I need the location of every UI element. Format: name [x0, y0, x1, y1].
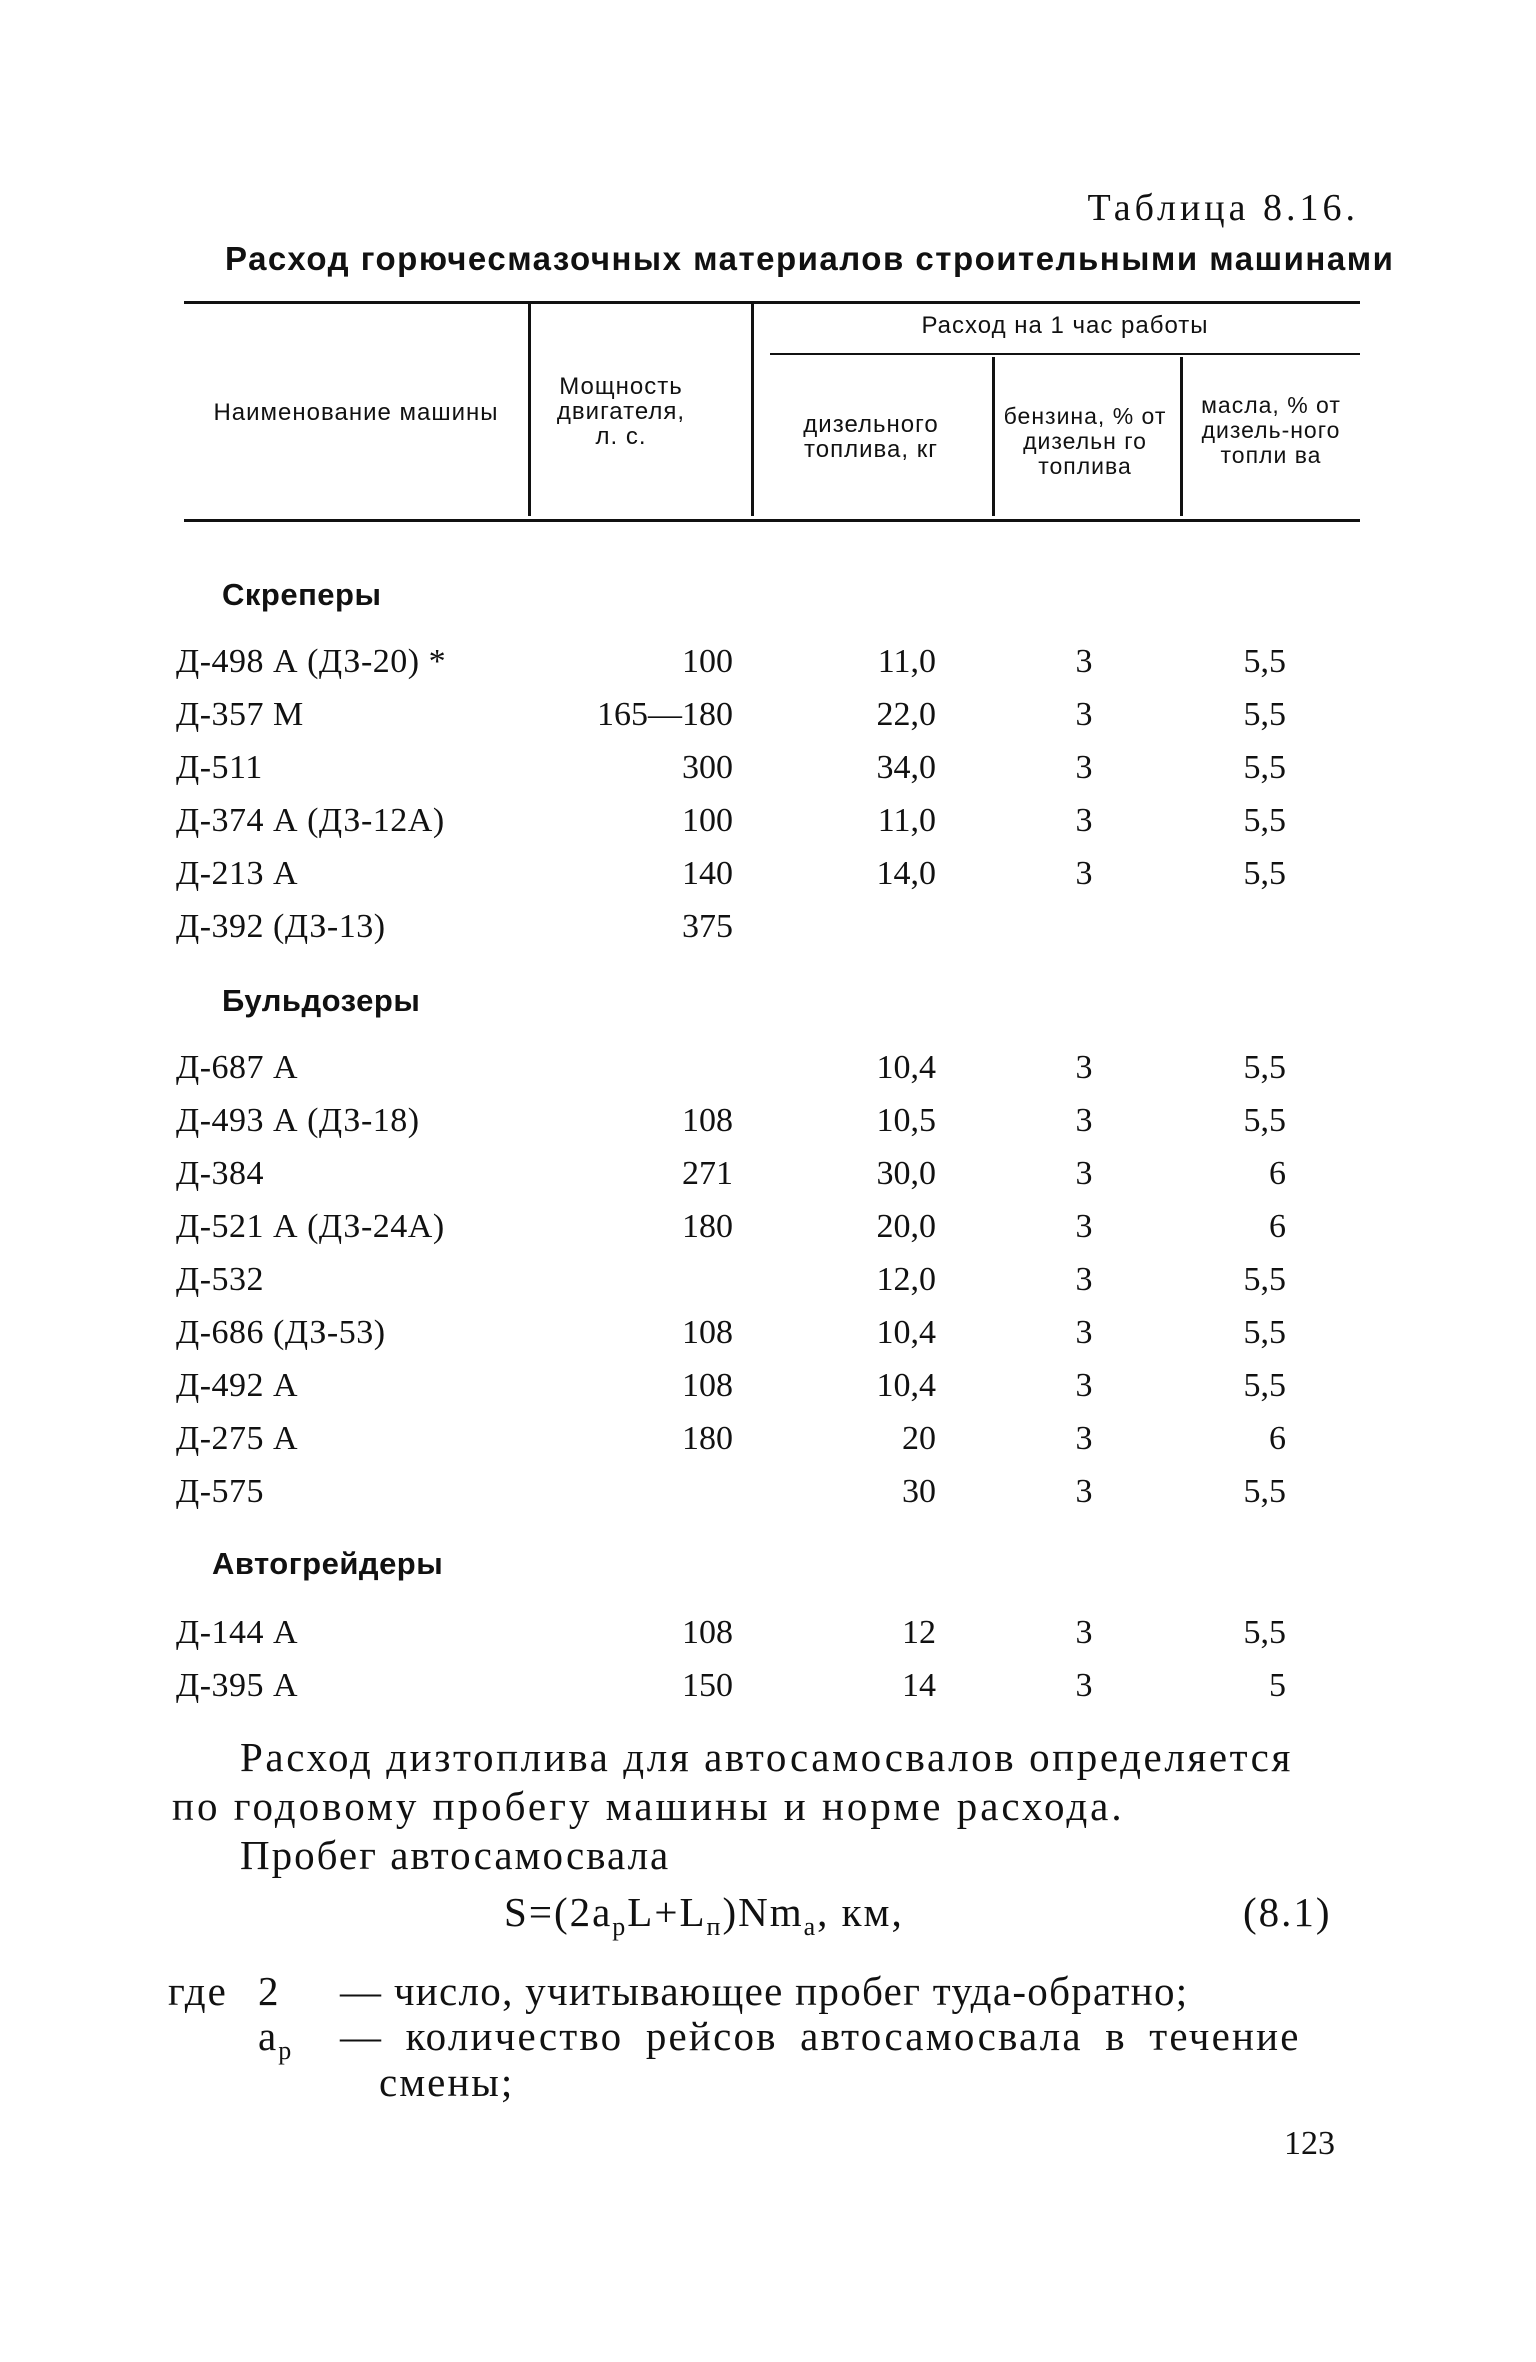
table-row: [0, 1261, 1536, 1313]
cell-machine-name: Д-686 (ДЗ-53): [176, 1314, 386, 1351]
cell-machine-name: Д-493 А (ДЗ-18): [176, 1102, 420, 1139]
formula-part: L+L: [627, 1889, 707, 1935]
definition-text: — количество рейсов автосамосвала в течение: [340, 2013, 1301, 2059]
formula-part: =: [528, 1889, 554, 1935]
cell-diesel: 10,4: [876, 1314, 936, 1351]
cell-power: 108: [682, 1614, 733, 1651]
cell-power: 300: [682, 749, 733, 786]
cell-power: 100: [682, 802, 733, 839]
table-row: [0, 1367, 1536, 1419]
cell-oil: 5,5: [1243, 1049, 1286, 1086]
formula-number: (8.1): [1243, 1889, 1332, 1935]
formula-part: )Nm: [722, 1889, 804, 1935]
cell-diesel: 14,0: [876, 855, 936, 892]
cell-diesel: 30,0: [876, 1155, 936, 1192]
page-number: 123: [1284, 2125, 1335, 2162]
cell-machine-name: Д-213 А: [176, 855, 299, 892]
cell-oil: 5,5: [1243, 855, 1286, 892]
table-row: [0, 1614, 1536, 1666]
cell-diesel: 22,0: [876, 696, 936, 733]
cell-machine-name: Д-521 А (ДЗ-24А): [176, 1208, 445, 1245]
cell-oil: 6: [1269, 1155, 1286, 1192]
table-row: [0, 1314, 1536, 1366]
section-title: Автогрейдеры: [212, 1546, 444, 1581]
paragraph-line: Расход дизтоплива для автосамосвалов определяется: [240, 1734, 1293, 1780]
cell-diesel: 14: [902, 1667, 936, 1704]
cell-power: 180: [682, 1420, 733, 1457]
formula-part: (2a: [553, 1889, 613, 1935]
cell-petrol: 3: [1075, 1420, 1093, 1457]
formula: [504, 1888, 904, 1942]
header-subgroup-rule: [770, 353, 1360, 355]
table-row: [0, 1667, 1536, 1719]
cell-diesel: 34,0: [876, 749, 936, 786]
cell-machine-name: Д-392 (ДЗ-13): [176, 908, 386, 945]
section-title: Скреперы: [222, 577, 382, 612]
cell-machine-name: Д-357 М: [176, 696, 304, 733]
cell-machine-name: Д-395 А: [176, 1667, 299, 1704]
cell-petrol: 3: [1075, 1614, 1093, 1651]
cell-diesel: 20,0: [876, 1208, 936, 1245]
table-top-rule: [184, 301, 1360, 304]
cell-oil: 5,5: [1243, 1614, 1286, 1651]
cell-machine-name: Д-275 А: [176, 1420, 299, 1457]
table-row: [0, 1473, 1536, 1525]
cell-machine-name: Д-492 А: [176, 1367, 299, 1404]
cell-petrol: 3: [1075, 1667, 1093, 1704]
table-row: [0, 1049, 1536, 1101]
cell-machine-name: Д-384: [176, 1155, 265, 1192]
formula-part: S: [504, 1889, 529, 1935]
cell-machine-name: Д-511: [176, 749, 263, 786]
table-number: Таблица 8.16.: [1087, 187, 1359, 229]
cell-petrol: 3: [1075, 1261, 1093, 1298]
cell-machine-name: Д-687 А: [176, 1049, 299, 1086]
definition-symbol: [258, 2012, 293, 2066]
cell-diesel: 10,5: [876, 1102, 936, 1139]
header-vline-2: [751, 304, 754, 516]
header-vline-1: [528, 304, 531, 516]
header-consumption-group: Расход на 1 час работы: [921, 312, 1209, 339]
cell-petrol: 3: [1075, 1049, 1093, 1086]
cell-power: 108: [682, 1314, 733, 1351]
cell-petrol: 3: [1075, 1155, 1093, 1192]
cell-diesel: 10,4: [876, 1367, 936, 1404]
header-oil: масла, % от дизель-ного топли ва: [1201, 392, 1341, 468]
cell-diesel: 12,0: [876, 1261, 936, 1298]
table-row: [0, 908, 1536, 960]
cell-petrol: 3: [1075, 1473, 1093, 1510]
table-row: [0, 1155, 1536, 1207]
cell-power: 271: [682, 1155, 733, 1192]
cell-power: 140: [682, 855, 733, 892]
table-row: [0, 643, 1536, 695]
paragraph-line: по годовому пробегу машины и норме расхода.: [172, 1783, 1125, 1829]
table-row: [0, 696, 1536, 748]
cell-machine-name: Д-498 А (ДЗ-20) *: [176, 643, 447, 680]
definition-text: — число, учитывающее пробег туда-обратно;: [340, 1968, 1189, 2014]
cell-machine-name: Д-575: [176, 1473, 265, 1510]
cell-machine-name: Д-374 А (ДЗ-12А): [176, 802, 445, 839]
cell-oil: 5,5: [1243, 749, 1286, 786]
table-row: [0, 802, 1536, 854]
table-row: [0, 1420, 1536, 1472]
cell-power: 150: [682, 1667, 733, 1704]
cell-petrol: 3: [1075, 1102, 1093, 1139]
symbol-subscript: p: [278, 2036, 294, 2066]
formula-subscript: п: [706, 1912, 723, 1942]
table-row: [0, 1102, 1536, 1154]
cell-oil: 5,5: [1243, 1314, 1286, 1351]
cell-oil: 5,5: [1243, 802, 1286, 839]
where-word: где: [168, 1968, 228, 2014]
cell-oil: 6: [1269, 1208, 1286, 1245]
cell-petrol: 3: [1075, 749, 1093, 786]
cell-oil: 5,5: [1243, 1473, 1286, 1510]
header-diesel: дизельного топлива, кг: [803, 411, 939, 463]
cell-petrol: 3: [1075, 855, 1093, 892]
formula-subscript: p: [612, 1912, 628, 1942]
cell-power: 180: [682, 1208, 733, 1245]
header-vline-3: [992, 357, 995, 516]
cell-petrol: 3: [1075, 1208, 1093, 1245]
cell-petrol: 3: [1075, 802, 1093, 839]
header-machine-name: Наименование машины: [213, 399, 499, 426]
formula-part: , км,: [817, 1889, 904, 1935]
definition-symbol: 2: [258, 1968, 281, 2014]
cell-petrol: 3: [1075, 1314, 1093, 1351]
table-caption: Расход горючесмазочных материалов строительными машинами: [225, 240, 1395, 277]
cell-diesel: 10,4: [876, 1049, 936, 1086]
table-row: [0, 855, 1536, 907]
cell-petrol: 3: [1075, 696, 1093, 733]
cell-machine-name: Д-144 А: [176, 1614, 299, 1651]
cell-diesel: 30: [902, 1473, 936, 1510]
paragraph-line: Пробег автосамосвала: [240, 1832, 671, 1878]
cell-oil: 5: [1269, 1667, 1286, 1704]
cell-petrol: 3: [1075, 1367, 1093, 1404]
cell-oil: 5,5: [1243, 1102, 1286, 1139]
section-title: Бульдозеры: [222, 983, 421, 1018]
header-vline-4: [1180, 357, 1183, 516]
table-row: [0, 749, 1536, 801]
cell-power: 108: [682, 1367, 733, 1404]
cell-oil: 5,5: [1243, 1261, 1286, 1298]
cell-oil: 5,5: [1243, 1367, 1286, 1404]
header-bottom-rule: [184, 519, 1360, 522]
cell-power: 108: [682, 1102, 733, 1139]
cell-power: 375: [682, 908, 733, 945]
cell-diesel: 12: [902, 1614, 936, 1651]
symbol-base: a: [258, 2013, 279, 2059]
cell-diesel: 20: [902, 1420, 936, 1457]
header-engine-power: Мощность двигателя, л. с.: [556, 373, 686, 450]
cell-power: 165—180: [597, 696, 733, 733]
cell-oil: 6: [1269, 1420, 1286, 1457]
cell-oil: 5,5: [1243, 643, 1286, 680]
cell-diesel: 11,0: [877, 802, 936, 839]
cell-petrol: 3: [1075, 643, 1093, 680]
definition-text: смены;: [379, 2059, 515, 2105]
cell-oil: 5,5: [1243, 696, 1286, 733]
header-petrol: бензина, % от дизельн го топлива: [1003, 403, 1167, 479]
formula-subscript: a: [803, 1912, 818, 1942]
cell-diesel: 11,0: [877, 643, 936, 680]
table-row: [0, 1208, 1536, 1260]
cell-machine-name: Д-532: [176, 1261, 265, 1298]
cell-power: 100: [682, 643, 733, 680]
